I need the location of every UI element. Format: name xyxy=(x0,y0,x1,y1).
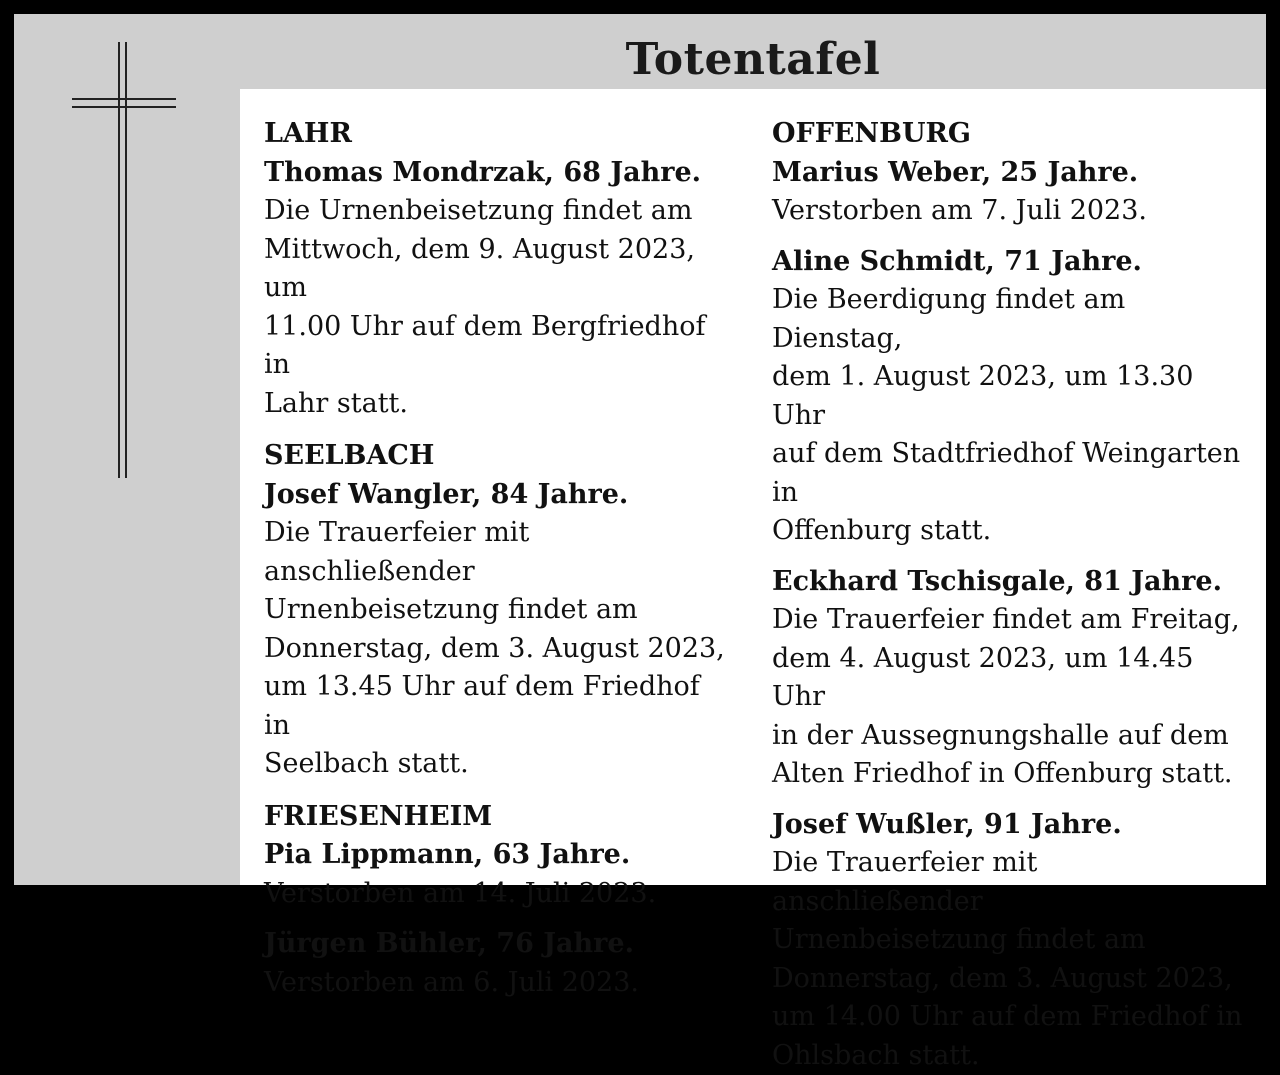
entry-wussler xyxy=(772,806,1252,1075)
entry-tschisgale xyxy=(772,563,1252,794)
notice-line: Mittwoch, dem 9. August 2023, um xyxy=(264,231,734,308)
notice-line: Offenburg statt. xyxy=(772,512,1252,551)
entry-buehler xyxy=(264,925,734,1002)
deceased-name: Jürgen Bühler, 76 Jahre. xyxy=(264,925,734,964)
notice-line: Alten Friedhof in Offenburg statt. xyxy=(772,755,1252,794)
notice-line: Die Trauerfeier mit anschließender xyxy=(772,844,1252,921)
notice-line: um 13.45 Uhr auf dem Friedhof in xyxy=(264,668,734,745)
notice-line: Lahr statt. xyxy=(264,385,734,424)
deceased-name: Eckhard Tschisgale, 81 Jahre. xyxy=(772,563,1252,602)
notice-line: Die Trauerfeier mit anschließender xyxy=(264,514,734,591)
place-heading: OFFENBURG xyxy=(772,115,1252,154)
notice-line: in der Aussegnungshalle auf dem xyxy=(772,717,1252,756)
notice-line: Donnerstag, dem 3. August 2023, xyxy=(772,960,1252,999)
notice-line: Verstorben am 6. Juli 2023. xyxy=(264,964,734,1003)
obituary-panel xyxy=(240,89,1266,885)
notice-line: Verstorben am 14. Juli 2023. xyxy=(264,875,734,914)
notice-line: dem 1. August 2023, um 13.30 Uhr xyxy=(772,358,1252,435)
notice-line: Urnenbeisetzung findet am xyxy=(264,591,734,630)
deceased-name: Josef Wangler, 84 Jahre. xyxy=(264,476,734,515)
deceased-name: Pia Lippmann, 63 Jahre. xyxy=(264,836,734,875)
entry-friesenheim xyxy=(264,798,734,914)
notice-line: Seelbach statt. xyxy=(264,745,734,784)
notice-line: Die Trauerfeier findet am Freitag, xyxy=(772,601,1252,640)
entry-lahr xyxy=(264,115,734,423)
notice-line: auf dem Stadtfriedhof Weingarten in xyxy=(772,435,1252,512)
entry-weber xyxy=(772,115,1252,231)
deceased-name: Josef Wußler, 91 Jahre. xyxy=(772,806,1252,845)
deceased-name: Marius Weber, 25 Jahre. xyxy=(772,154,1252,193)
right-column xyxy=(772,115,1252,1075)
notice-line: dem 4. August 2023, um 14.45 Uhr xyxy=(772,640,1252,717)
left-column xyxy=(264,115,734,1002)
deceased-name: Aline Schmidt, 71 Jahre. xyxy=(772,243,1252,282)
notice-line: Donnerstag, dem 3. August 2023, xyxy=(264,630,734,669)
notice-line: 11.00 Uhr auf dem Bergfriedhof in xyxy=(264,308,734,385)
notice-line: Ohlsbach statt. xyxy=(772,1037,1252,1075)
notice-line: Die Beerdigung findet am Dienstag, xyxy=(772,281,1252,358)
notice-line: um 14.00 Uhr auf dem Friedhof in xyxy=(772,998,1252,1037)
place-heading: FRIESENHEIM xyxy=(264,798,734,837)
entry-seelbach xyxy=(264,437,734,784)
deceased-name: Thomas Mondrzak, 68 Jahre. xyxy=(264,154,734,193)
obituary-board xyxy=(14,14,1266,885)
notice-line: Urnenbeisetzung findet am xyxy=(772,921,1252,960)
place-heading: LAHR xyxy=(264,115,734,154)
notice-line: Verstorben am 7. Juli 2023. xyxy=(772,192,1252,231)
page-title: Totentafel xyxy=(240,34,1266,85)
entry-schmidt xyxy=(772,243,1252,551)
cross-icon xyxy=(72,42,176,478)
place-heading: SEELBACH xyxy=(264,437,734,476)
notice-line: Die Urnenbeisetzung findet am xyxy=(264,192,734,231)
